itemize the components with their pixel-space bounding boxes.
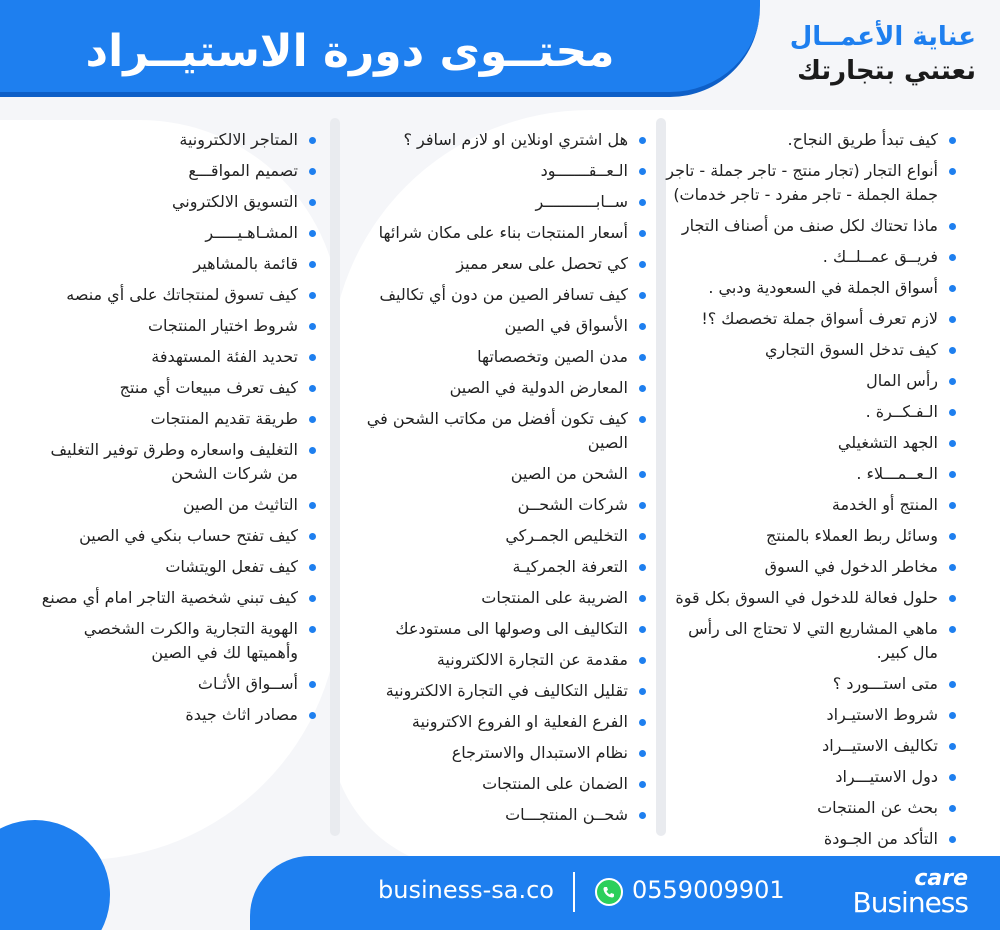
list-item: الفرع الفعلية او الفروع الاكترونية [360, 710, 650, 734]
list-item: تصميم المواقـــع [30, 159, 320, 183]
whatsapp-icon [595, 878, 623, 906]
logo-business-text: Business [852, 886, 968, 919]
list-item: المشـاهـيـــــر [30, 221, 320, 245]
list-item: كيف تدخل السوق التجاري [660, 338, 960, 362]
brand-tagline [790, 22, 976, 86]
website-link[interactable]: business-sa.co [378, 876, 554, 904]
list-item: التخليص الجمـركي [360, 524, 650, 548]
footer-separator [573, 872, 575, 912]
list-item: لازم تعرف أسواق جملة تخصصك ؟! [660, 307, 960, 331]
list-item: الشحن من الصين [360, 462, 650, 486]
list-item: رأس المال [660, 369, 960, 393]
topics-list [30, 128, 320, 727]
list-item: أسعار المنتجات بناء على مكان شرائها [360, 221, 650, 245]
care-business-logo [850, 866, 990, 922]
list-item: التاثيث من الصين [30, 493, 320, 517]
list-item: الضمان على المنتجات [360, 772, 650, 796]
list-item: المعارض الدولية في الصين [360, 376, 650, 400]
topics-column-middle [360, 128, 650, 834]
list-item: الضريبة على المنتجات [360, 586, 650, 610]
list-item: ماهي المشاريع التي لا تحتاج الى رأس مال كبير. [660, 617, 960, 665]
list-item: كيف تكون أفضل من مكاتب الشحن في الصين [360, 407, 650, 455]
list-item: الجهد التشغيلي [660, 431, 960, 455]
topics-list [360, 128, 650, 827]
brand-name: عناية الأعمــال [789, 22, 976, 52]
list-item: التكاليف الى وصولها الى مستودعك [360, 617, 650, 641]
list-item: شركات الشحــن [360, 493, 650, 517]
list-item: بحث عن المنتجات [660, 796, 960, 820]
topics-column-right [660, 128, 960, 858]
list-item: المنتج أو الخدمة [660, 493, 960, 517]
list-item: قائمة بالمشاهير [30, 252, 320, 276]
topics-column-left [30, 128, 320, 734]
list-item: شروط الاستيـراد [660, 703, 960, 727]
list-item: الأسواق في الصين [360, 314, 650, 338]
list-item: أسواق الجملة في السعودية ودبي . [660, 276, 960, 300]
list-item: كيف تسافر الصين من دون أي تكاليف [360, 283, 650, 307]
list-item: مدن الصين وتخصصاتها [360, 345, 650, 369]
list-item: الـعــقـــــــود [360, 159, 650, 183]
list-item: الـفـكــرة . [660, 400, 960, 424]
list-item: المتاجر الالكترونية [30, 128, 320, 152]
topics-list [660, 128, 960, 851]
list-item: كيف تبدأ طريق النجاح. [660, 128, 960, 152]
list-item: ماذا تحتاك لكل صنف من أصناف التجار [660, 214, 960, 238]
list-item: وسائل ربط العملاء بالمنتج [660, 524, 960, 548]
list-item: تكاليف الاستيــراد [660, 734, 960, 758]
page-title: محتــوى دورة الاستيــراد [85, 26, 615, 77]
list-item: كيف تسوق لمنتجاتك على أي منصه [30, 283, 320, 307]
list-item: مصادر اثاث جيدة [30, 703, 320, 727]
list-item: كيف تفتح حساب بنكي في الصين [30, 524, 320, 548]
list-item: مقدمة عن التجارة الالكترونية [360, 648, 650, 672]
list-item: الهوية التجارية والكرت الشخصي وأهميتها لك في الصين [30, 617, 320, 665]
list-item: أنواع التجار (تجار منتج - تاجر جملة - تاجر جملة الجملة - تاجر مفرد - تاجر خدمات) [660, 159, 960, 207]
list-item: فريــق عمــلــك . [660, 245, 960, 269]
list-item: شروط اختيار المنتجات [30, 314, 320, 338]
list-item: الـعــمـــلاء . [660, 462, 960, 486]
list-item: كيف تفعل الويتشات [30, 555, 320, 579]
list-item: التسويق الالكتروني [30, 190, 320, 214]
list-item: كيف تعرف مبيعات أي منتج [30, 376, 320, 400]
list-item: تقليل التكاليف في التجارة الالكترونية [360, 679, 650, 703]
footer-bar [250, 856, 1000, 930]
column-divider [330, 118, 340, 836]
list-item: كيف تبني شخصية التاجر امام أي مصنع [30, 586, 320, 610]
list-item: ســابـــــــــــر [360, 190, 650, 214]
list-item: تحديد الفئة المستهدفة [30, 345, 320, 369]
list-item: التأكد من الجـودة [660, 827, 960, 851]
list-item: التعرفة الجمركيـة [360, 555, 650, 579]
list-item: شحــن المنتجـــات [360, 803, 650, 827]
phone-number[interactable]: 0559009901 [632, 876, 785, 904]
brand-slogan: نعتني بتجارتك [797, 56, 976, 86]
logo-care-text: care [914, 866, 968, 891]
list-item: مخاطر الدخول في السوق [660, 555, 960, 579]
list-item: أســواق الأثـاث [30, 672, 320, 696]
list-item: حلول فعالة للدخول في السوق بكل قوة [660, 586, 960, 610]
list-item: متى استـــورد ؟ [660, 672, 960, 696]
list-item: طريقة تقديم المنتجات [30, 407, 320, 431]
list-item: نظام الاستبدال والاسترجاع [360, 741, 650, 765]
list-item: هل اشتري اونلاين او لازم اسافر ؟ [360, 128, 650, 152]
list-item: التغليف واسعاره وطرق توفير التغليف من شركات الشحن [30, 438, 320, 486]
list-item: دول الاستيـــراد [660, 765, 960, 789]
list-item: كي تحصل على سعر مميز [360, 252, 650, 276]
